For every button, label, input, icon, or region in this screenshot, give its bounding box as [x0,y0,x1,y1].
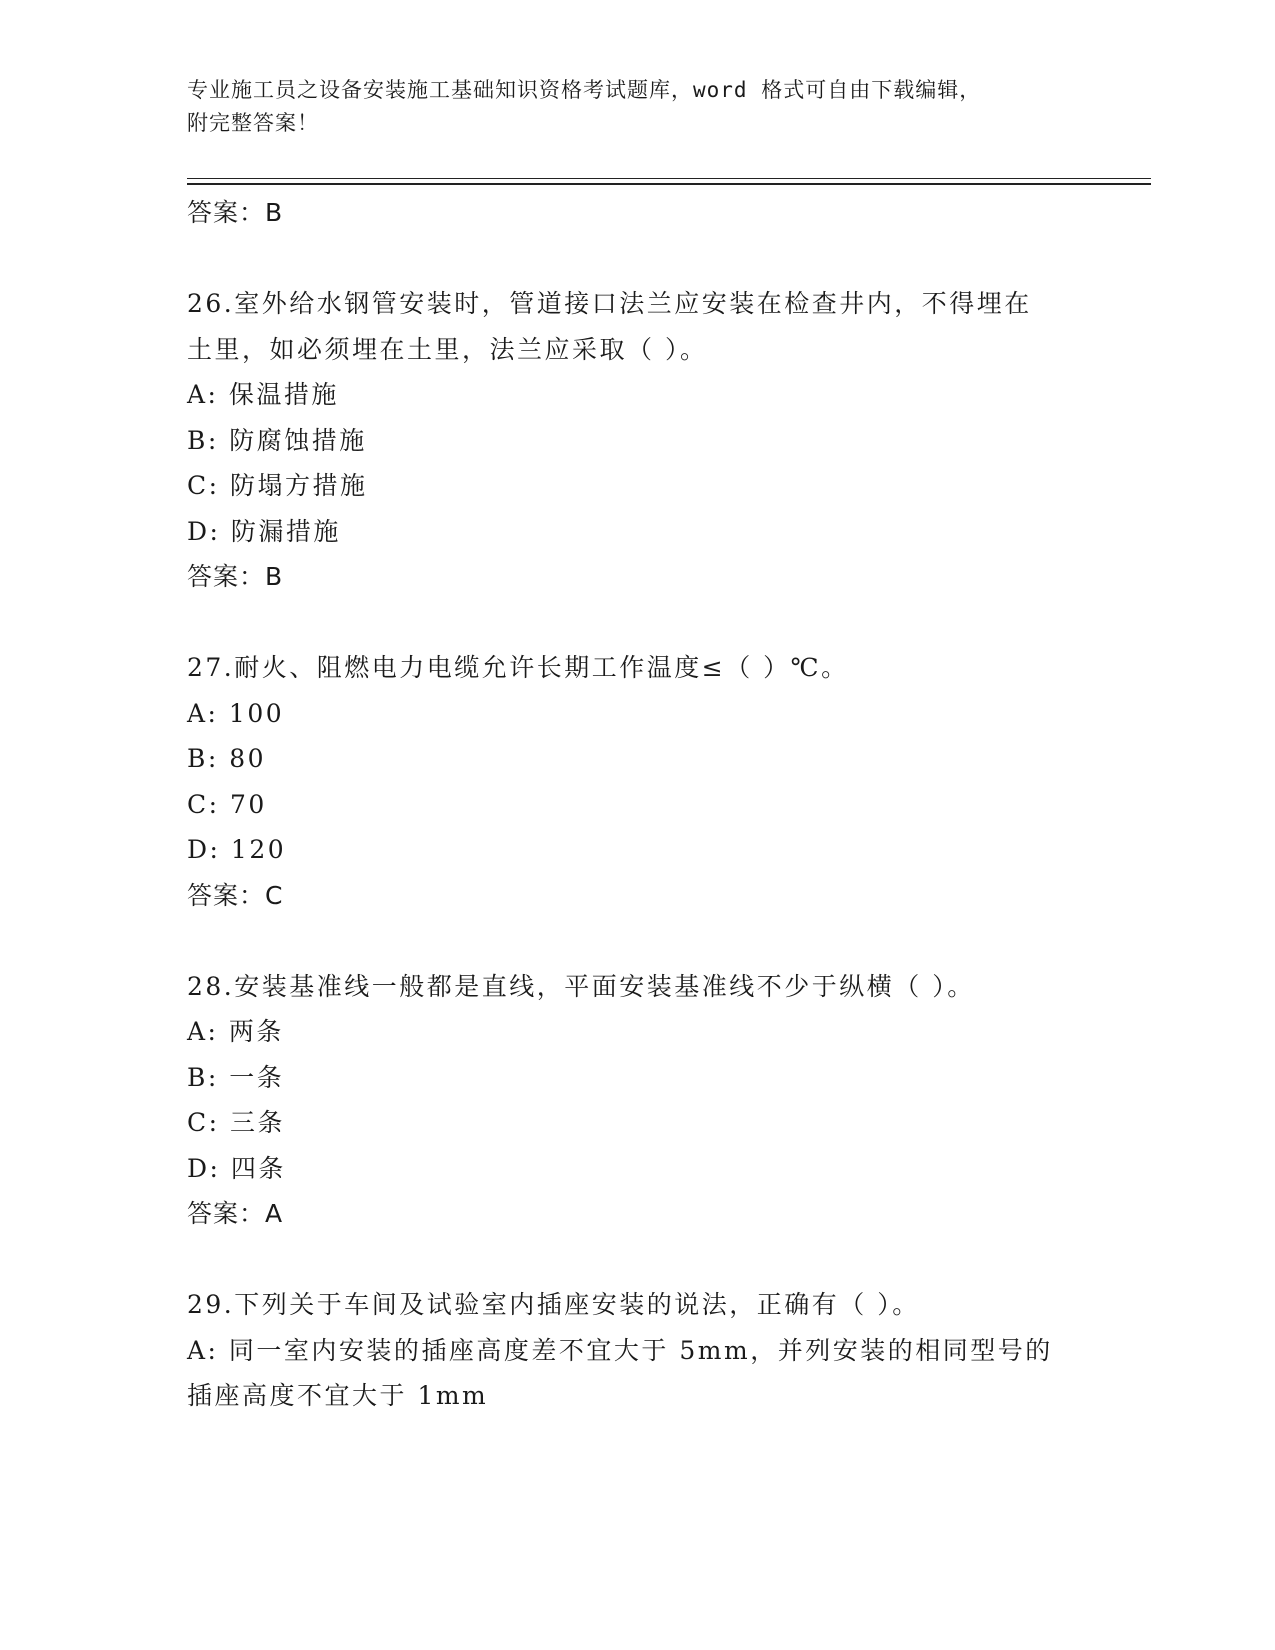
option-c: C: 70 [187,789,267,819]
option-a: A: 同一室内安装的插座高度差不宜大于 5mm，并列安装的相同型号的 [187,1335,1053,1365]
previous-answer: 答案：B [187,198,284,227]
spacer [187,600,1087,646]
option-c: C: 三条 [187,1108,285,1137]
question-28 [187,964,1087,1237]
question-list [187,190,1087,1419]
question-stem: 土里，如必须埋在土里，法兰应采取（ ）。 [187,334,708,364]
spacer [187,918,1087,964]
option-d: D: 四条 [187,1153,286,1183]
question-stem: 27.耐火、阻燃电力电缆允许长期工作温度≤（ ）℃。 [187,653,849,682]
question-26 [187,281,1087,600]
header-line-2: 附完整答案！ [187,111,319,135]
question-29 [187,1282,1087,1419]
spacer [187,1237,1087,1283]
option-a-continued: 插座高度不宜大于 1mm [187,1381,489,1410]
option-d: D: 120 [187,835,287,864]
spacer [187,236,1087,282]
option-a: A: 两条 [187,1017,284,1046]
option-a: A: 保温措施 [187,380,339,409]
question-stem: 29.下列关于车间及试验室内插座安装的说法，正确有（ ）。 [187,1290,920,1319]
option-b: B: 80 [187,744,267,773]
question-27 [187,645,1087,918]
header-line-1: 专业施工员之设备安装施工基础知识资格考试题库，word 格式可自由下载编辑， [187,78,982,102]
header-rule-top [187,178,1151,179]
answer: 答案：B [187,562,284,591]
option-b: B: 防腐蚀措施 [187,425,367,455]
question-stem: 26.室外给水钢管安装时，管道接口法兰应安装在检查井内，不得埋在 [187,289,1032,318]
page-header [187,74,1067,140]
option-b: B: 一条 [187,1062,285,1092]
answer: 答案：A [187,1199,284,1228]
option-d: D: 防漏措施 [187,516,341,546]
option-c: C: 防塌方措施 [187,471,368,500]
answer: 答案：C [187,880,284,910]
option-a: A: 100 [187,698,285,728]
question-stem: 28.安装基准线一般都是直线，平面安装基准线不少于纵横（ ）。 [187,971,975,1001]
header-rule-bottom [187,183,1151,185]
